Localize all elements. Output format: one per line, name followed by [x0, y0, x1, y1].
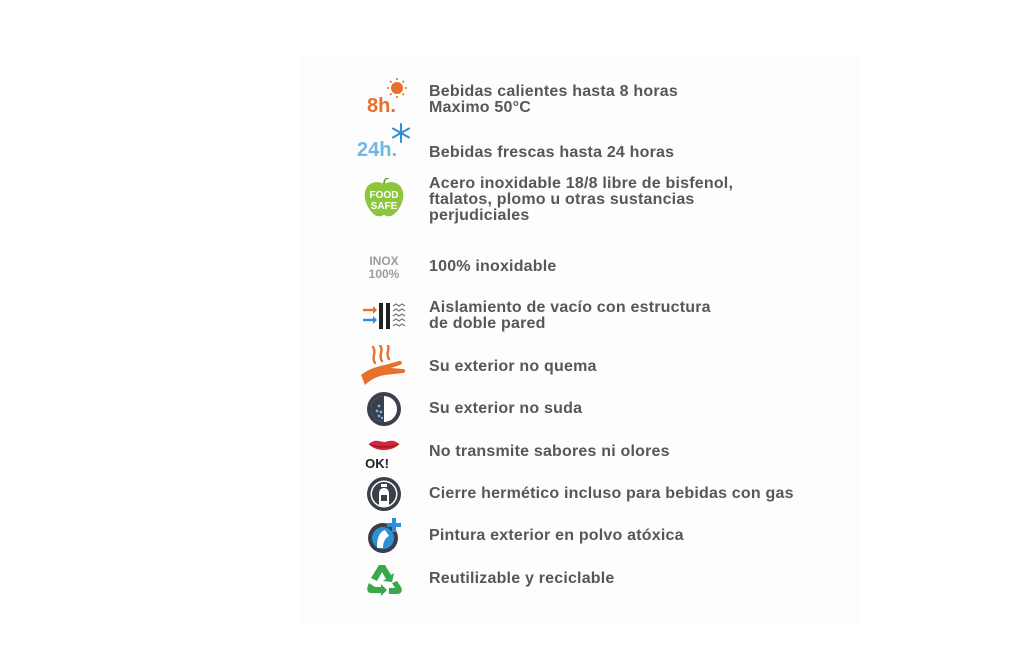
feature-label: Acero inoxidable 18/8 libre de bisfenol, ftalatos, plomo u otras sustancias perjudiciales	[429, 175, 734, 224]
feature-row-paint	[355, 514, 875, 558]
feature-label: Cierre hermético incluso para bebidas con gas	[429, 485, 794, 502]
feature-label: Bebidas frescas hasta 24 horas	[429, 144, 675, 161]
lips-ok-icon	[355, 430, 413, 474]
svg-text:INOX: INOX	[369, 254, 399, 268]
feature-row-hermetic	[355, 472, 875, 516]
lips-ok-text: OK!	[365, 456, 389, 471]
feature-row-vacuum	[355, 294, 875, 338]
feature-label: Su exterior no quema	[429, 358, 597, 375]
non-toxic-paint-icon	[355, 514, 413, 558]
feature-label: Bebidas calientes hasta 8 horas Maximo 50°C	[429, 83, 678, 116]
inox-100-icon	[355, 245, 413, 289]
cold-icon-text: 24h.	[357, 139, 398, 161]
feature-label: Reutilizable y reciclable	[429, 570, 615, 587]
feature-row-food-safe	[355, 176, 875, 224]
svg-text:SAFE: SAFE	[370, 201, 398, 212]
feature-row-no-taste	[355, 430, 875, 474]
cold-drink-24h-icon	[355, 122, 413, 166]
feature-label: No transmite sabores ni olores	[429, 443, 670, 460]
hermetic-seal-icon	[355, 472, 413, 516]
no-sweat-icon	[355, 387, 413, 431]
vacuum-insulation-icon	[355, 294, 413, 338]
hand-no-burn-icon	[355, 345, 413, 389]
feature-row-inox	[355, 245, 875, 289]
feature-row-hot-drinks	[355, 78, 875, 122]
svg-text:100%: 100%	[368, 267, 400, 281]
feature-label: Pintura exterior en polvo atóxica	[429, 527, 684, 544]
recycle-icon	[355, 557, 413, 601]
feature-label: 100% inoxidable	[429, 258, 557, 275]
hot-icon-text: 8h.	[367, 95, 396, 117]
feature-label: Aislamiento de vacío con estructura de doble pared	[429, 299, 711, 332]
feature-row-no-sweat	[355, 387, 875, 431]
svg-text:FOOD: FOOD	[369, 190, 399, 201]
hot-drink-8h-icon	[355, 78, 413, 122]
feature-row-cold-drinks	[355, 122, 875, 166]
feature-row-recycle	[355, 557, 875, 601]
feature-label: Su exterior no suda	[429, 400, 583, 417]
food-safe-icon	[355, 178, 413, 222]
feature-row-no-burn	[355, 345, 875, 389]
